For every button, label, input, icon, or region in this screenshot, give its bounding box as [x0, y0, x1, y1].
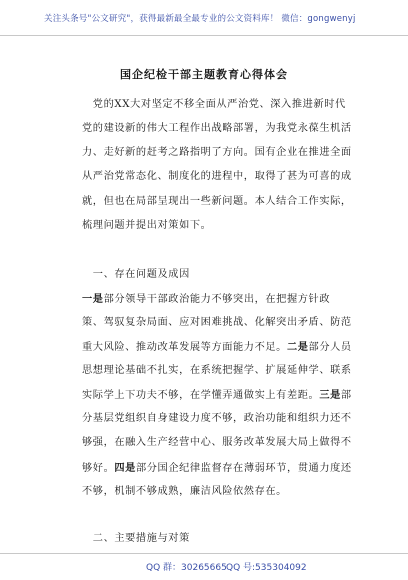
body-line: [82, 195, 352, 209]
body-text: 够好。: [82, 463, 115, 474]
body-text: 二、主要措施与对策: [82, 533, 190, 544]
footer-divider: [0, 553, 408, 554]
body-line: [82, 412, 352, 426]
body-line: [82, 268, 190, 282]
emphasis-lead: 一是: [82, 293, 104, 305]
emphasis-lead: 二是: [286, 341, 309, 353]
body-text: 一、存在问题及成因: [82, 269, 190, 280]
header-promo: 关注头条号"公文研究"，获得最新最全最专业的公文资料库！ 微信：gongwenyj: [44, 14, 356, 24]
header-divider: [0, 35, 408, 36]
body-text: 实际学上下功夫不够，在学懂弄通做实上有差距。: [82, 390, 320, 401]
body-line: [82, 364, 352, 378]
body-text: 部分领导干部政治能力不够突出，在把握方针政: [103, 294, 331, 305]
footer-qq-number: QQ 号:535304092: [226, 563, 307, 573]
body-text: 从严治党常态化、制度化的进程中，取得了甚为可喜的成: [82, 171, 352, 182]
body-line: [82, 292, 330, 307]
emphasis-lead: 四是: [114, 462, 136, 474]
body-line: [82, 316, 352, 330]
body-text: 策、驾驭复杂局面、应对困难挑战、化解突出矛盾、防范: [82, 317, 352, 328]
body-text: 梳理问题并提出对策如下。: [82, 220, 212, 231]
body-text: 部分人员: [308, 342, 352, 353]
body-text: 力、走好新的赶考之路指明了方向。国有企业在推进全面: [82, 147, 352, 158]
body-text: 党的XX大对坚定不移全面从严治党、深入推进新时代: [82, 99, 346, 110]
body-line: [82, 485, 287, 499]
body-text: 就，但也在局部呈现出一些新问题。本人结合工作实际，: [82, 196, 352, 207]
body-text: 不够，机制不够成熟，廉洁风险依然存在。: [82, 486, 287, 497]
body-text: 够强，在融入生产经营中心、服务改革发展大局上做得不: [82, 437, 352, 448]
body-line: [82, 146, 352, 160]
body-text: 部分国企纪律监督存在薄弱环节，贯通力度还: [135, 463, 352, 474]
document-title: 国企纪检干部主题教育心得体会: [120, 68, 288, 81]
body-text: 思想理论基础不扎实，在系统把握学、扩展延伸学、联系: [82, 365, 352, 376]
body-text: 部: [340, 390, 352, 401]
body-line: [82, 436, 352, 450]
body-line: [82, 388, 352, 403]
body-line: [82, 170, 352, 184]
emphasis-lead: 三是: [319, 389, 341, 401]
body-line: [82, 461, 352, 476]
body-line: [82, 122, 352, 136]
body-line: [82, 219, 211, 233]
body-line: [82, 532, 190, 546]
footer-qq-group: QQ 群：30265665: [146, 563, 227, 573]
body-text: 重大风险、推动改革发展等方面能力不足。: [82, 342, 287, 353]
body-text: 党的建设新的伟大工程作出战略部署，为我党永葆生机活: [82, 123, 352, 134]
body-line: [82, 98, 346, 112]
body-line: [82, 340, 352, 355]
body-text: 分基层党组织自身建设力度不够，政治功能和组织力还不: [82, 413, 352, 424]
